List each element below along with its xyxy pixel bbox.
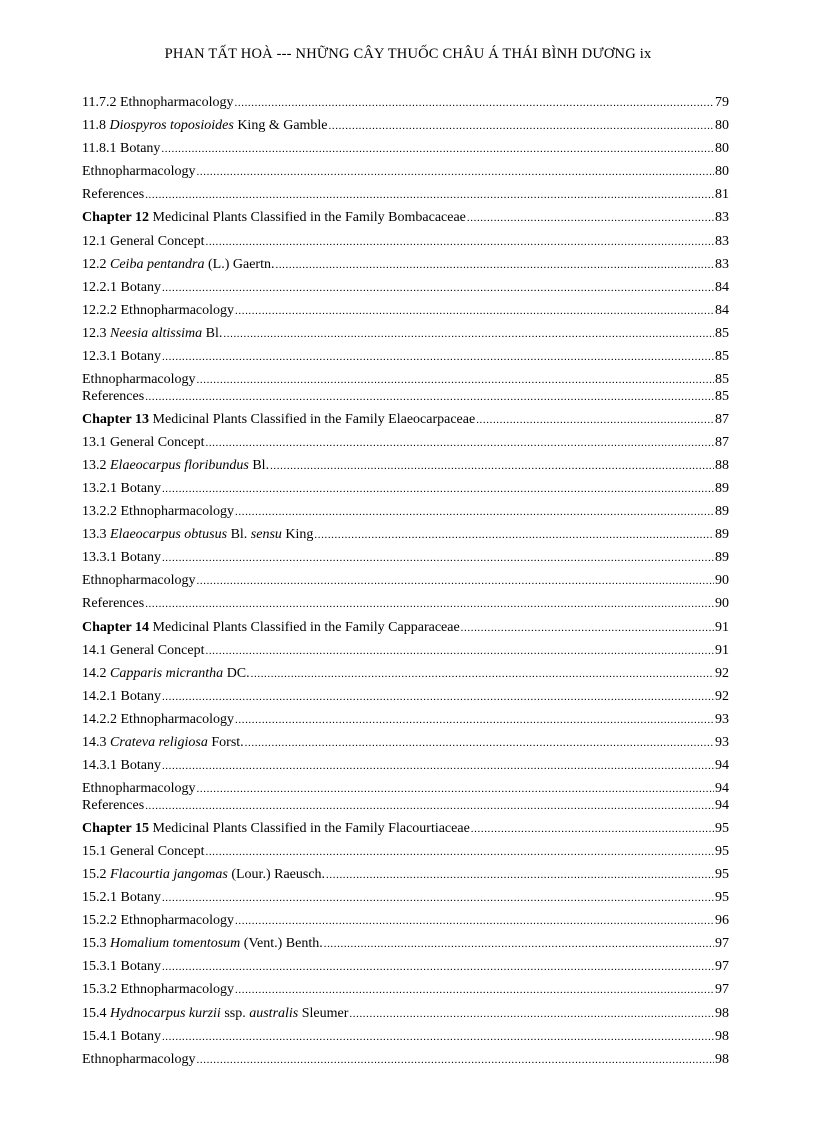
toc-entry bbox=[82, 94, 729, 117]
toc-page-number: 97 bbox=[715, 936, 729, 952]
toc-page-number: 89 bbox=[715, 481, 729, 496]
toc-entry bbox=[82, 503, 729, 526]
chapter-label: Chapter 14 bbox=[82, 619, 150, 635]
dot-leader bbox=[197, 163, 714, 181]
toc-entry bbox=[82, 1005, 729, 1028]
table-of-contents bbox=[82, 94, 729, 1074]
toc-entry-title bbox=[82, 302, 234, 320]
toc-entry bbox=[82, 256, 729, 279]
toc-entry-title bbox=[82, 186, 144, 204]
toc-page-number: 95 bbox=[715, 820, 729, 836]
toc-entry bbox=[82, 549, 729, 572]
dot-leader bbox=[162, 688, 714, 706]
dot-leader bbox=[251, 665, 714, 683]
toc-page-number: 90 bbox=[715, 596, 729, 612]
title-text: King bbox=[281, 527, 314, 543]
toc-page-number: 94 bbox=[715, 758, 729, 774]
dot-leader bbox=[162, 1028, 714, 1046]
toc-entry-title bbox=[82, 256, 274, 274]
toc-entry-title bbox=[82, 140, 160, 158]
title-text: 12.2 bbox=[82, 256, 110, 272]
title-text: References bbox=[82, 388, 145, 404]
toc-page-number: 93 bbox=[715, 711, 729, 727]
toc-entry bbox=[82, 388, 729, 411]
toc-entry bbox=[82, 688, 729, 711]
dot-leader bbox=[145, 186, 714, 204]
toc-entry bbox=[82, 325, 729, 348]
dot-leader bbox=[329, 117, 714, 135]
title-text: 12.1 General Concept bbox=[82, 233, 205, 249]
dot-leader bbox=[235, 503, 714, 521]
toc-page-number: 98 bbox=[715, 1005, 729, 1021]
toc-page-number: 95 bbox=[715, 867, 729, 882]
title-text: 15.3.2 Ethnopharmacology bbox=[82, 982, 235, 998]
title-text: ssp. bbox=[220, 1005, 250, 1021]
toc-entry-title bbox=[82, 912, 234, 930]
toc-entry bbox=[82, 595, 729, 618]
toc-page-number: 80 bbox=[715, 164, 729, 180]
toc-entry-title bbox=[82, 958, 161, 976]
toc-entry bbox=[82, 233, 729, 256]
title-text: (L.) Gaertn. bbox=[204, 256, 275, 272]
title-text: Medicinal Plants Classified in the Family Bombacaceae bbox=[149, 210, 466, 226]
species-name: Capparis micrantha bbox=[110, 665, 224, 681]
toc-page-number: 91 bbox=[715, 619, 729, 635]
toc-page-number: 80 bbox=[715, 141, 729, 157]
title-text: Medicinal Plants Classified in the Family Elaeocarpaceae bbox=[149, 411, 476, 427]
species-name: Elaeocarpus floribundus bbox=[110, 457, 249, 473]
title-text: King & Gamble bbox=[233, 118, 328, 134]
toc-page-number: 89 bbox=[715, 504, 729, 520]
toc-page-number: 92 bbox=[715, 688, 729, 704]
title-text: 14.2.1 Botany bbox=[82, 688, 161, 704]
toc-entry bbox=[82, 302, 729, 325]
title-text: Medicinal Plants Classified in the Family Capparaceae bbox=[149, 619, 460, 635]
title-text: Medicinal Plants Classified in the Family Flacourtiaceae bbox=[149, 820, 470, 836]
dot-leader bbox=[476, 411, 714, 429]
title-text: 14.1 General Concept bbox=[82, 642, 205, 658]
toc-entry bbox=[82, 711, 729, 734]
title-text: 15.4.1 Botany bbox=[82, 1028, 161, 1044]
title-text: 13.2.1 Botany bbox=[82, 481, 161, 496]
dot-leader bbox=[205, 434, 714, 452]
toc-page-number: 95 bbox=[715, 843, 729, 859]
species-name: Diospyros toposioides bbox=[109, 118, 234, 134]
title-text: Bl. bbox=[202, 325, 223, 341]
species-name: australis bbox=[249, 1005, 299, 1021]
species-name: Crateva religiosa bbox=[110, 735, 208, 751]
toc-entry bbox=[82, 757, 729, 780]
title-text: Forst. bbox=[207, 735, 244, 751]
toc-entry-title bbox=[82, 688, 161, 706]
toc-entry-title bbox=[82, 711, 234, 729]
toc-entry bbox=[82, 526, 729, 549]
species-name: Flacourtia jangomas bbox=[110, 867, 228, 882]
toc-entry-title bbox=[82, 757, 161, 775]
chapter-label: Chapter 13 bbox=[82, 411, 150, 427]
dot-leader bbox=[235, 912, 714, 930]
title-text: 15.3 bbox=[82, 936, 110, 952]
toc-page-number: 90 bbox=[715, 573, 729, 589]
toc-entry bbox=[82, 642, 729, 665]
dot-leader bbox=[205, 843, 714, 861]
chapter-label: Chapter 12 bbox=[82, 210, 150, 226]
toc-entry bbox=[82, 480, 729, 503]
toc-entry-title bbox=[82, 233, 204, 251]
toc-page-number: 80 bbox=[715, 118, 729, 134]
toc-page-number: 92 bbox=[715, 665, 729, 681]
title-text: Bl. bbox=[248, 457, 270, 473]
toc-entry-title bbox=[82, 1028, 161, 1046]
dot-leader bbox=[145, 797, 714, 815]
toc-entry bbox=[82, 140, 729, 163]
toc-entry bbox=[82, 866, 729, 889]
title-text: Ethnopharmacology bbox=[82, 164, 196, 180]
running-header bbox=[0, 46, 816, 63]
toc-entry bbox=[82, 619, 729, 642]
toc-page-number: 87 bbox=[715, 411, 729, 427]
toc-entry-title bbox=[82, 480, 161, 498]
title-text: Bl. bbox=[227, 527, 251, 543]
toc-entry-title bbox=[82, 434, 204, 452]
toc-entry bbox=[82, 209, 729, 232]
dot-leader bbox=[162, 757, 714, 775]
dot-leader bbox=[205, 233, 714, 251]
toc-entry bbox=[82, 117, 729, 140]
dot-leader bbox=[197, 572, 714, 590]
toc-entry bbox=[82, 1028, 729, 1051]
toc-entry-title bbox=[82, 843, 204, 861]
toc-entry-title bbox=[82, 209, 466, 227]
dot-leader bbox=[197, 780, 714, 798]
dot-leader bbox=[162, 549, 714, 567]
toc-page-number: 94 bbox=[715, 781, 729, 797]
toc-page-number: 79 bbox=[715, 95, 729, 110]
dot-leader bbox=[314, 526, 714, 544]
toc-entry-title bbox=[82, 981, 234, 999]
dot-leader bbox=[235, 981, 714, 999]
dot-leader bbox=[326, 866, 714, 884]
title-text: 15.2.1 Botany bbox=[82, 890, 161, 906]
toc-entry bbox=[82, 457, 729, 480]
header-title: PHAN TẤT HOÀ --- NHỮNG CÂY THUỐC CHÂU Á THÁI BÌNH DƯƠNG bbox=[164, 46, 636, 62]
title-text: 12.3 bbox=[82, 325, 110, 341]
toc-entry bbox=[82, 734, 729, 757]
toc-page-number: 87 bbox=[715, 434, 729, 450]
title-text: 12.2.1 Botany bbox=[82, 279, 161, 295]
title-text: 13.1 General Concept bbox=[82, 434, 205, 450]
dot-leader bbox=[471, 820, 714, 838]
toc-entry-title bbox=[82, 1051, 196, 1069]
dot-leader bbox=[235, 94, 714, 112]
toc-entry-title bbox=[82, 163, 196, 181]
species-name: Neesia altissima bbox=[110, 325, 203, 341]
toc-entry bbox=[82, 434, 729, 457]
toc-page-number: 98 bbox=[715, 1051, 729, 1067]
chapter-label: Chapter 15 bbox=[82, 820, 150, 836]
dot-leader bbox=[324, 935, 714, 953]
toc-entry bbox=[82, 820, 729, 843]
dot-leader bbox=[145, 388, 714, 406]
toc-entry-title bbox=[82, 780, 196, 798]
toc-entry-title bbox=[82, 734, 244, 752]
title-text: 14.3.1 Botany bbox=[82, 758, 161, 774]
toc-page-number: 81 bbox=[715, 187, 729, 203]
title-text: (Lour.) Raeusch. bbox=[227, 867, 326, 882]
toc-entry bbox=[82, 665, 729, 688]
title-text: 13.2 bbox=[82, 457, 110, 473]
toc-entry-title bbox=[82, 503, 234, 521]
title-text: References bbox=[82, 187, 145, 203]
title-text: 12.3.1 Botany bbox=[82, 349, 161, 365]
toc-entry bbox=[82, 371, 729, 388]
toc-page-number: 84 bbox=[715, 279, 729, 295]
dot-leader bbox=[162, 279, 714, 297]
toc-entry-title bbox=[82, 820, 470, 838]
title-text: 15.2.2 Ethnopharmacology bbox=[82, 913, 235, 929]
toc-entry-title bbox=[82, 935, 323, 953]
toc-entry-title bbox=[82, 117, 328, 135]
toc-entry-title bbox=[82, 325, 222, 343]
dot-leader bbox=[461, 619, 714, 637]
toc-page-number: 85 bbox=[715, 372, 729, 388]
toc-page-number: 93 bbox=[715, 735, 729, 751]
toc-page-number: 97 bbox=[715, 982, 729, 998]
toc-entry bbox=[82, 163, 729, 186]
toc-entry-title bbox=[82, 642, 204, 660]
toc-entry bbox=[82, 958, 729, 981]
toc-entry-title bbox=[82, 549, 161, 567]
toc-entry-title bbox=[82, 595, 144, 613]
toc-page-number: 85 bbox=[715, 325, 729, 341]
dot-leader bbox=[197, 371, 714, 389]
toc-page-number: 88 bbox=[715, 457, 729, 473]
dot-leader bbox=[349, 1005, 714, 1023]
toc-entry-title bbox=[82, 411, 475, 429]
toc-page-number: 83 bbox=[715, 256, 729, 272]
dot-leader bbox=[235, 302, 714, 320]
title-text: 15.1 General Concept bbox=[82, 843, 205, 859]
title-text: 12.2.2 Ethnopharmacology bbox=[82, 302, 235, 318]
toc-page-number: 89 bbox=[715, 527, 729, 543]
toc-page-number: 89 bbox=[715, 550, 729, 566]
toc-entry-title bbox=[82, 388, 144, 406]
toc-page-number: 83 bbox=[715, 233, 729, 249]
dot-leader bbox=[145, 595, 714, 613]
toc-entry bbox=[82, 912, 729, 935]
dot-leader bbox=[467, 209, 714, 227]
title-text: 15.2 bbox=[82, 867, 110, 882]
species-name: Ceiba pentandra bbox=[110, 256, 205, 272]
title-text: Ethnopharmacology bbox=[82, 573, 196, 589]
title-text: 11.8 bbox=[82, 118, 110, 134]
species-name: Elaeocarpus obtusus bbox=[110, 527, 228, 543]
toc-entry-title bbox=[82, 348, 161, 366]
toc-page-number: 91 bbox=[715, 642, 729, 658]
toc-entry bbox=[82, 843, 729, 866]
toc-entry-title bbox=[82, 619, 460, 637]
title-text: (Vent.) Benth. bbox=[240, 936, 323, 952]
toc-entry bbox=[82, 572, 729, 595]
title-text: 13.2.2 Ethnopharmacology bbox=[82, 504, 235, 520]
dot-leader bbox=[275, 256, 714, 274]
title-text: 15.3.1 Botany bbox=[82, 959, 161, 975]
toc-page-number: 96 bbox=[715, 913, 729, 929]
title-text: 15.4 bbox=[82, 1005, 110, 1021]
toc-entry bbox=[82, 186, 729, 209]
title-text: 11.7.2 Ethnopharmacology bbox=[82, 95, 234, 110]
toc-page-number: 94 bbox=[715, 797, 729, 813]
toc-entry bbox=[82, 981, 729, 1004]
title-text: 14.2 bbox=[82, 665, 110, 681]
dot-leader bbox=[161, 140, 714, 158]
title-text: 14.2.2 Ethnopharmacology bbox=[82, 711, 235, 727]
toc-entry-title bbox=[82, 866, 325, 884]
dot-leader bbox=[223, 325, 714, 343]
dot-leader bbox=[162, 958, 714, 976]
toc-entry-title bbox=[82, 572, 196, 590]
toc-entry-title bbox=[82, 1005, 348, 1023]
toc-entry bbox=[82, 348, 729, 371]
header-page-label: ix bbox=[639, 46, 652, 62]
toc-page-number: 98 bbox=[715, 1028, 729, 1044]
title-text: Ethnopharmacology bbox=[82, 372, 196, 388]
dot-leader bbox=[205, 642, 714, 660]
title-text: DC. bbox=[223, 665, 250, 681]
toc-page-number: 95 bbox=[715, 890, 729, 906]
species-name: Hydnocarpus kurzii bbox=[110, 1005, 221, 1021]
toc-entry-title bbox=[82, 665, 250, 683]
title-text: 13.3.1 Botany bbox=[82, 550, 161, 566]
toc-entry bbox=[82, 889, 729, 912]
dot-leader bbox=[245, 734, 714, 752]
dot-leader bbox=[162, 480, 714, 498]
dot-leader bbox=[270, 457, 714, 475]
title-text: References bbox=[82, 797, 145, 813]
toc-page-number: 85 bbox=[715, 388, 729, 404]
toc-entry bbox=[82, 411, 729, 434]
title-text: 11.8.1 Botany bbox=[82, 141, 161, 157]
toc-entry-title bbox=[82, 797, 144, 815]
toc-entry bbox=[82, 935, 729, 958]
dot-leader bbox=[235, 711, 714, 729]
toc-page-number: 83 bbox=[715, 210, 729, 226]
toc-entry bbox=[82, 780, 729, 797]
toc-page-number: 97 bbox=[715, 959, 729, 975]
title-text: Sleumer bbox=[298, 1005, 349, 1021]
toc-entry bbox=[82, 1051, 729, 1074]
title-text: References bbox=[82, 596, 145, 612]
toc-entry-title bbox=[82, 279, 161, 297]
title-text: Ethnopharmacology bbox=[82, 1051, 196, 1067]
toc-entry-title bbox=[82, 526, 313, 544]
dot-leader bbox=[197, 1051, 714, 1069]
toc-page-number: 85 bbox=[715, 349, 729, 365]
toc-entry bbox=[82, 279, 729, 302]
species-name: Homalium tomentosum bbox=[110, 936, 241, 952]
title-text: 14.3 bbox=[82, 735, 110, 751]
dot-leader bbox=[162, 348, 714, 366]
toc-entry-title bbox=[82, 889, 161, 907]
species-name: sensu bbox=[250, 527, 282, 543]
toc-entry-title bbox=[82, 94, 234, 112]
toc-entry bbox=[82, 797, 729, 820]
toc-entry-title bbox=[82, 371, 196, 389]
title-text: 13.3 bbox=[82, 527, 110, 543]
toc-page-number: 84 bbox=[715, 302, 729, 318]
dot-leader bbox=[162, 889, 714, 907]
title-text: Ethnopharmacology bbox=[82, 781, 196, 797]
toc-entry-title bbox=[82, 457, 269, 475]
